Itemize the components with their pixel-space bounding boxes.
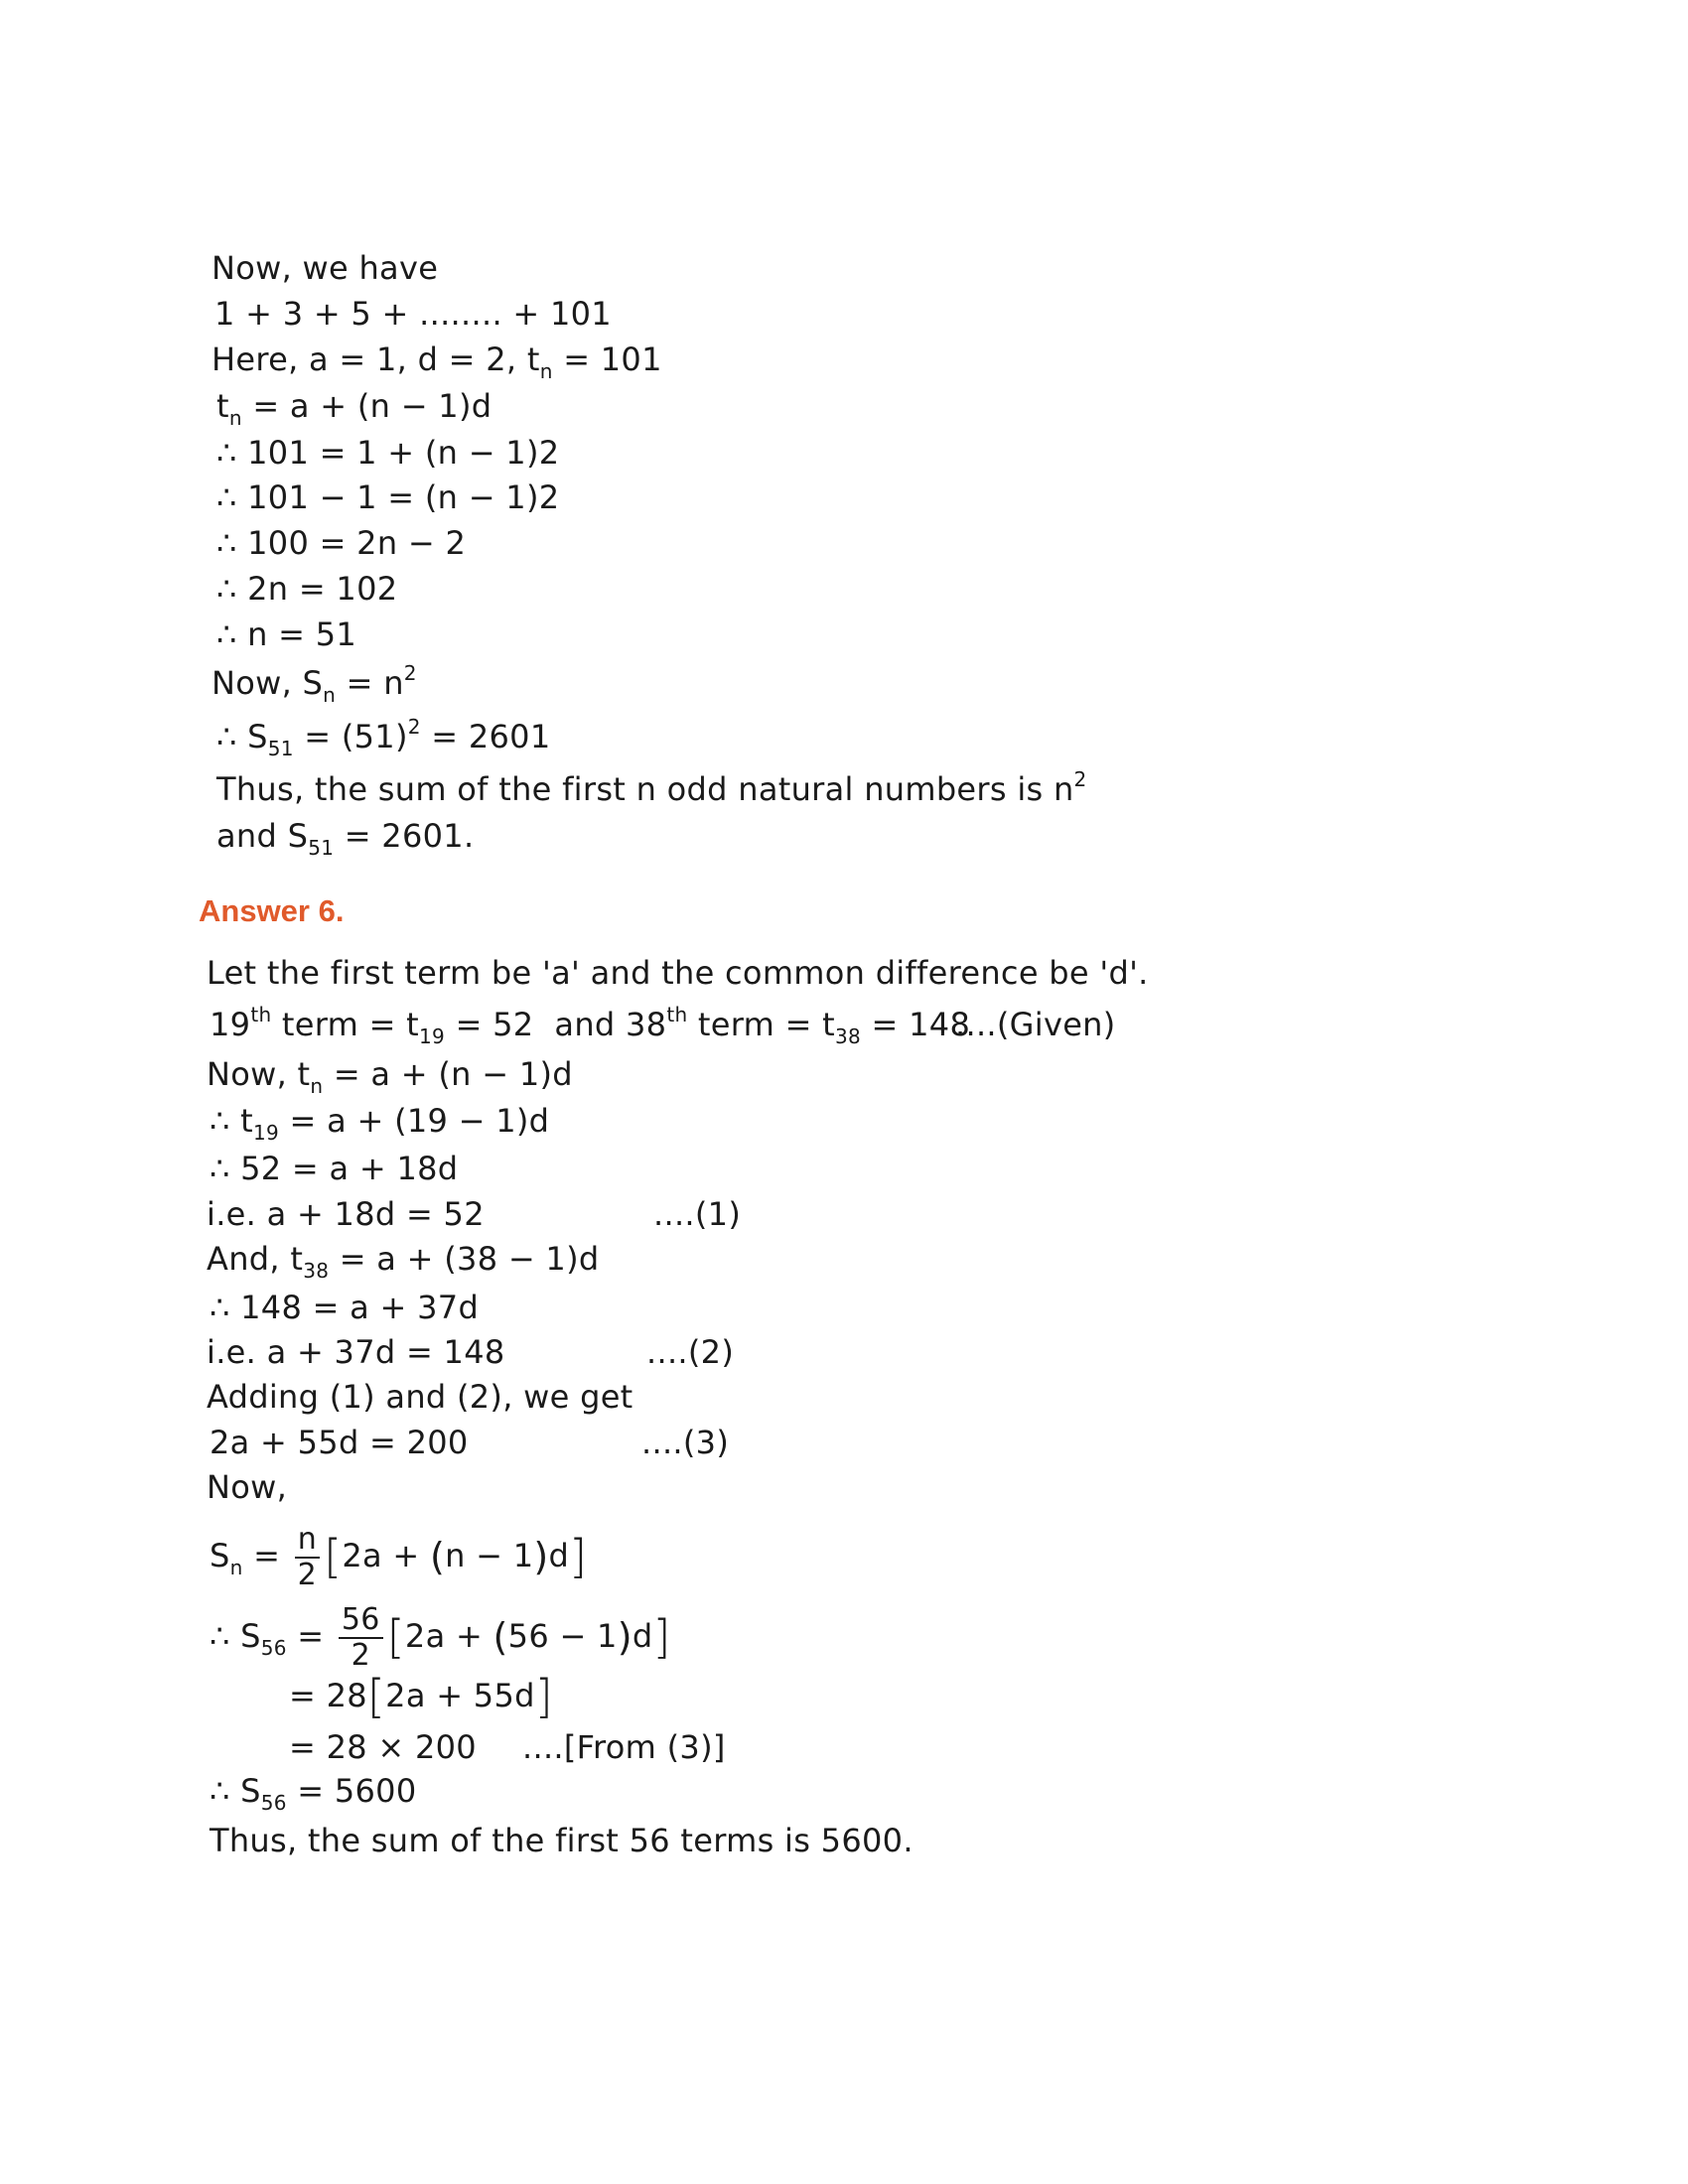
equation-line: = 28 × 200 xyxy=(289,1728,477,1766)
equation-line: Now, $t_n = a + (n - 1)d$ xyxy=(207,1055,573,1098)
sum-formula: $S_n$ = $\frac{n}{2}$ [2a + (n − 1)d] xyxy=(210,1522,588,1592)
equation-line: i.e. a + 37d = 148 xyxy=(207,1333,505,1371)
equation-line: ∴ 100 = 2n − 2 xyxy=(216,524,467,562)
equation-line: ∴ $t_{19} = a + (19 - 1)d$ xyxy=(210,1102,550,1145)
text-line: Adding (1) and (2), we get xyxy=(207,1378,633,1416)
equation-line: 2a + 55d = 200 xyxy=(210,1424,469,1461)
equation-line: And, $t_{38} = a + (38 - 1)d$ xyxy=(207,1240,600,1283)
text-line: Now, xyxy=(207,1468,288,1506)
text-line: Thus, the sum of the first n odd natural numbers is $n^2$ xyxy=(216,767,1087,808)
equation-line: ∴ n = 51 xyxy=(216,615,357,653)
equation-line: i.e. a + 18d = 52 xyxy=(207,1195,485,1233)
equation-line: ∴ 101 − 1 = (n − 1)2 xyxy=(216,478,560,516)
text-line: Now, we have xyxy=(211,249,439,287)
sum-formula: ∴ $S_{56}$ = $\frac{56}{2}$ [2a + (56 − 1)d] xyxy=(210,1602,671,1673)
equation-line: $t_n = a + (n - 1)d$ xyxy=(216,387,492,430)
equation-line: ∴ 2n = 102 xyxy=(216,570,398,608)
equation-line: Now, $S_n = n^2$ xyxy=(211,661,417,707)
text-line: Let the first term be 'a' and the common difference be 'd'. xyxy=(207,954,1149,992)
equation-line: ∴ $S_{56} = 5600$ xyxy=(210,1772,417,1815)
answer-heading: Answer 6. xyxy=(199,893,345,928)
text-line: Thus, the sum of the first 56 terms is 5600. xyxy=(210,1822,914,1859)
equation-reference: ....(3) xyxy=(641,1424,730,1461)
equation-reference: ....(1) xyxy=(653,1195,742,1233)
equation-line: ∴ 52 = a + 18d xyxy=(210,1150,459,1187)
equation-line: ∴ $S_{51} = (51)^2 = 2601$ xyxy=(216,715,551,760)
equation-line: = 28[2a + 55d] xyxy=(289,1670,553,1723)
equation-reference: ....(Given) xyxy=(955,1006,1116,1043)
equation-line: ∴ 148 = a + 37d xyxy=(210,1289,480,1326)
equation-line: 19th term = $t_{19} = 52$ and 38th term = $t_{38} = 148$ xyxy=(210,1003,971,1048)
text-line: and $S_{51} = 2601$. xyxy=(216,817,475,860)
equation-line: 1 + 3 + 5 + ........ + 101 xyxy=(214,295,612,333)
equation-line: ∴ 101 = 1 + (n − 1)2 xyxy=(216,434,560,472)
equation-line: Here, a = 1, d = 2, $t_n = 101$ xyxy=(211,341,662,383)
fraction: $\frac{56}{2}$ xyxy=(339,1603,383,1673)
equation-reference: ....[From (3)] xyxy=(522,1728,726,1766)
equation-reference: ....(2) xyxy=(646,1333,735,1371)
fraction: $\frac{n}{2}$ xyxy=(295,1523,320,1592)
